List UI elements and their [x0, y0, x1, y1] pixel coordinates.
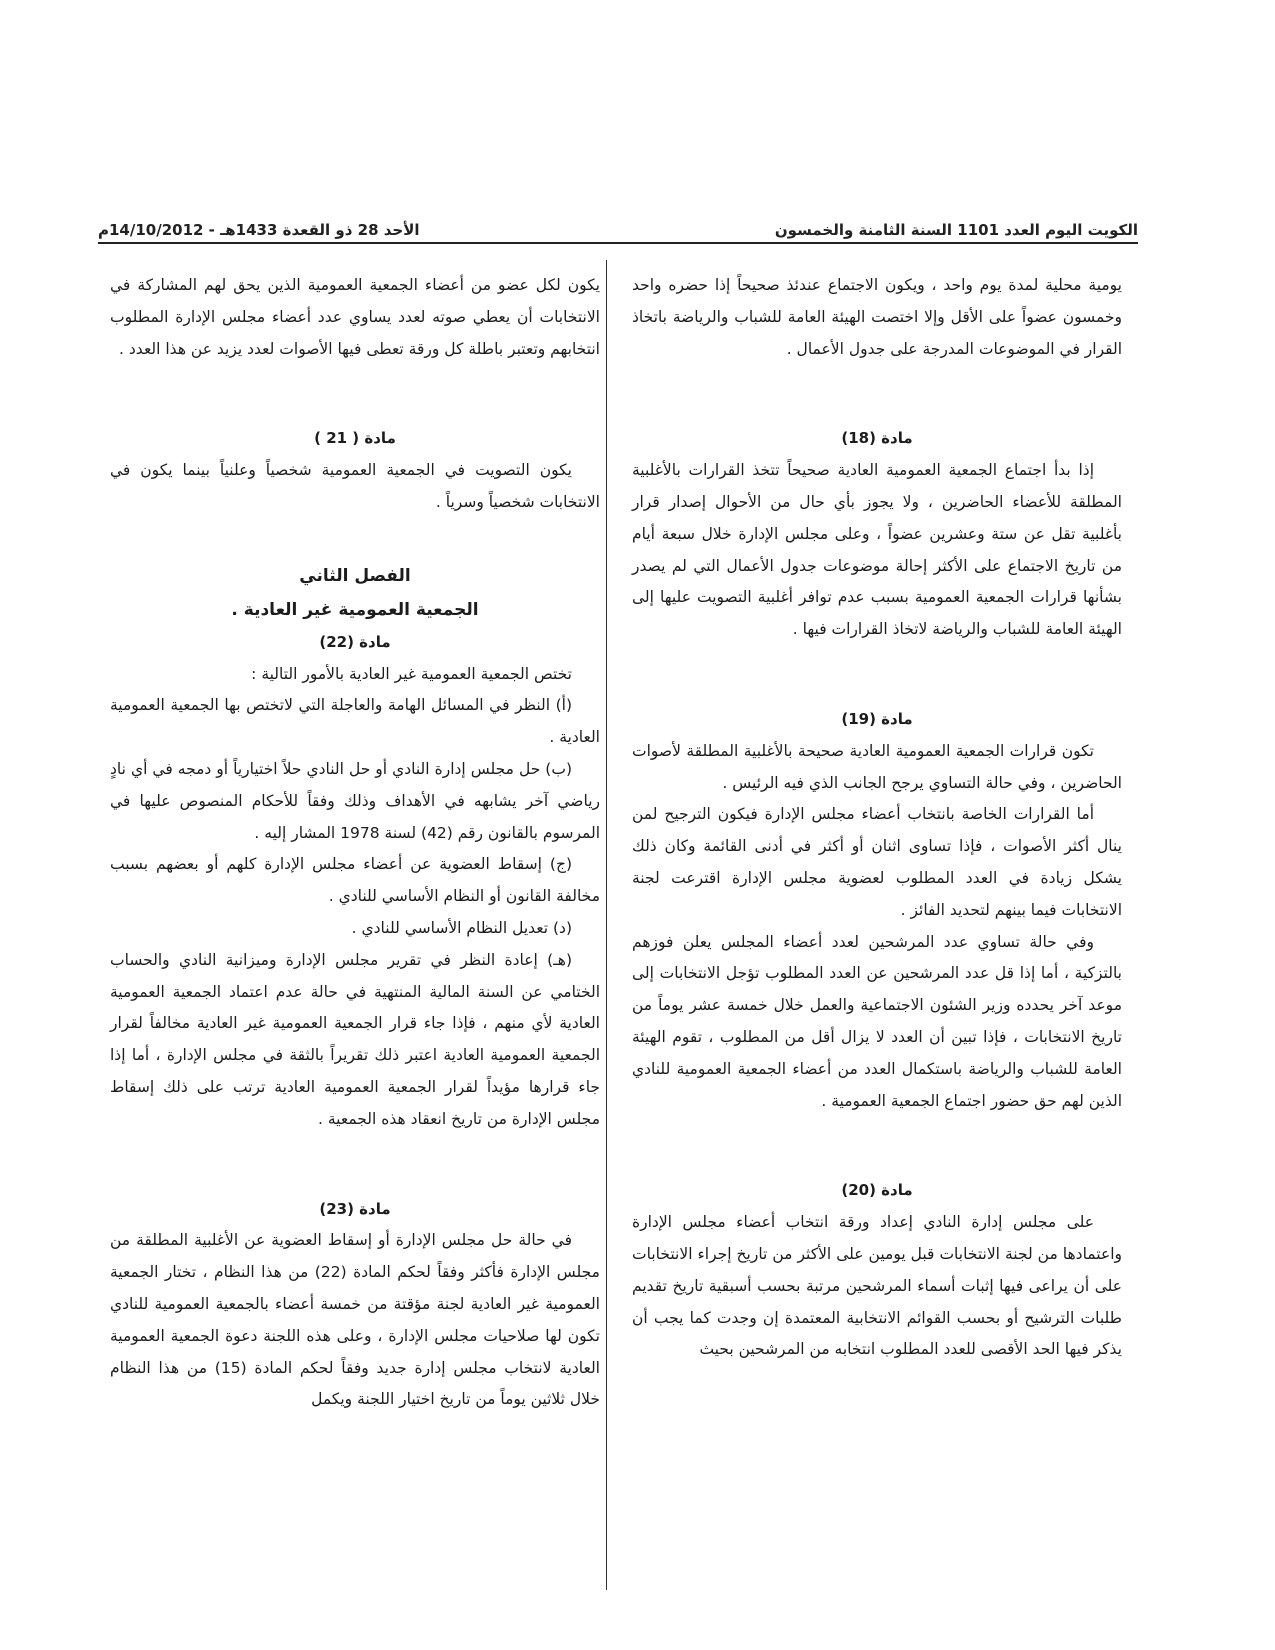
column-divider [606, 260, 607, 1590]
article-22-title: مادة (22) [319, 632, 391, 651]
article-19-title: مادة (19) [841, 709, 913, 728]
article-21-text: يكون التصويت في الجمعية العمومية شخصياً وعلنياً بينما يكون في الانتخابات شخصياً وسرياً . [110, 461, 600, 511]
header-date: الأحد 28 ذو القعدة 1433هـ - 14/10/2012م [98, 221, 420, 239]
article-22-item-b: (ب) حل مجلس إدارة النادي أو حل النادي حلاً اختيارياً أو دمجه في أي نادٍ رياضي آخر يشابهه في الأهداف وذلك وفقاً للأحكام المنصوص عليها في المرسوم بالقانون رقم (42) لسنة 1978 المشار إليه . [110, 759, 600, 842]
article-20-text: على مجلس إدارة النادي إعداد ورقة انتخاب أعضاء مجلس الإدارة واعتمادها من لجنة الانتخابات قبل يومين على الأكثر من تاريخ إجراء الانتخابات على أن يراعى فيها إثبات أسماء المرشحين مرتبة بحسب أسبقية تاريخ تقديم طلبات الترشيح أو بحسب القوائم الانتخابية المعتمدة إن وجدت كما يجب أن يذكر فيها الحد الأقصى للعدد المطلوب انتخابه من المرشحين بحيث [632, 1213, 1122, 1359]
article-19-paragraph-2: أما القرارات الخاصة بانتخاب أعضاء مجلس الإدارة فيكون الترجيح لمن ينال أكثر الأصوات ، فإذا تساوى اثنان أو أكثر في أدنى القائمة وكان ذلك يشكل زيادة في العدد المطلوب لعضوية مجلس الإدارة اقترعت لجنة الانتخابات فيما بينهم لتحديد الفائز . [632, 805, 1122, 919]
page-header [98, 205, 1138, 239]
left-column [110, 270, 600, 1416]
article-22-item-d: (د) تعديل النظام الأساسي للنادي . [351, 918, 572, 937]
article-22-item-a: (أ) النظر في المسائل الهامة والعاجلة التي لاتختص بها الجمعية العمومية العادية . [110, 696, 600, 747]
article-19-paragraph-3: وفي حالة تساوي عدد المرشحين لعدد أعضاء المجلس يعلن فوزهم بالتزكية ، أما إذا قل عدد المرشحين عن العدد المطلوب تؤجل الانتخابات إلى موعد آخر يحدده وزير الشئون الاجتماعية والعمل خلال خمسة عشر يوماً من تاريخ الانتخابات ، فإذا تبين أن العدد لا يزال أقل من المطلوب ، تقوم الهيئة العامة للشباب والرياضة باستكمال العدد من أعضاء الجمعية العمومية للنادي الذين لهم حق حضور اجتماع الجمعية العمومية . [632, 932, 1122, 1110]
article-21-title: مادة ( 21 ) [314, 429, 396, 448]
continued-paragraph: يكون لكل عضو من أعضاء الجمعية العمومية الذين يحق لهم المشاركة في الانتخابات أن يعطي صوته لعدد يساوي عدد أعضاء مجلس الإدارة المطلوب انتخابهم وتعتبر باطلة كل ورقة تعطى فيها الأصوات لعدد يزيد عن هذا العدد . [110, 276, 600, 358]
article-22-item-e: (هـ) إعادة النظر في تقرير مجلس الإدارة وميزانية النادي والحساب الختامي عن السنة المالية المنتهية في حالة عدم اعتماد الجمعية العمومية العادية لأي منهم ، فإذا جاء قرار الجمعية العمومية غير العادية مخالفاً لقرار الجمعية العمومية العادية اعتبر ذلك تقريراً بالثقة في مجلس الإدارة ، أما إذا جاء قرارها مؤيداً لقرار الجمعية العمومية العادية ترتب على ذلك إسقاط مجلس الإدارة من تاريخ انعقاد هذه الجمعية . [110, 950, 600, 1128]
article-18-text: إذا بدأ اجتماع الجمعية العمومية العادية صحيحاً تتخذ القرارات بالأغلبية المطلقة للأعضاء الحاضرين ، ولا يجوز بأي حال من الأحوال إصدار قرار بأغلبية تقل عن ستة وعشرين عضواً ، وعلى مجلس الإدارة خلال سبعة أيام من تاريخ الاجتماع على الأكثر إحالة موضوعات جدول الأعمال التي لم يصدر بشأنها قرارات الجمعية العمومية بسبب عدم توافر أغلبية التصويت عليها إلى الهيئة العامة للشباب والرياضة لاتخاذ القرارات فيها . [632, 461, 1122, 639]
right-column [632, 270, 1122, 1366]
article-23-title: مادة (23) [319, 1199, 391, 1218]
article-23-text: في حالة حل مجلس الإدارة أو إسقاط العضوية عن الأغلبية المطلقة من مجلس الإدارة فأكثر وفقاً لحكم المادة (22) من هذا النظام ، تختار الجمعية العمومية غير العادية لجنة مؤقتة من خمسة أعضاء بالجمعية العمومية للنادي تكون لها صلاحيات مجلس الإدارة ، وعلى هذه اللجنة دعوة الجمعية العمومية العادية لانتخاب مجلس إدارة جديد وفقاً لحكم المادة (15) من هذا النظام خلال ثلاثين يوماً من تاريخ اختيار اللجنة ويكمل [110, 1231, 600, 1409]
header-rule [98, 242, 1138, 244]
article-20-title: مادة (20) [841, 1181, 913, 1200]
chapter-subtitle: الجمعية العمومية غير العادية . [231, 599, 479, 620]
continued-paragraph: يومية محلية لمدة يوم واحد ، ويكون الاجتماع عندئذ صحيحاً إذا حضره واحد وخمسون عضواً على الأقل وإلا اختصت الهيئة العامة للشباب والرياضة باتخاذ القرار في الموضوعات المدرجة على جدول الأعمال . [632, 276, 1122, 358]
chapter-title: الفصل الثاني [299, 565, 411, 586]
header-gazette-title: الكويت اليوم العدد 1101 السنة الثامنة والخمسون [774, 221, 1138, 239]
article-22-item-c: (ج) إسقاط العضوية عن أعضاء مجلس الإدارة كلهم أو بعضهم بسبب مخالفة القانون أو النظام الأساسي للنادي . [110, 855, 600, 906]
article-19-paragraph-1: تكون قرارات الجمعية العمومية العادية صحيحة بالأغلبية المطلقة لأصوات الحاضرين ، وفي حالة التساوي يرجح الجانب الذي فيه الرئيس . [632, 741, 1122, 792]
article-18-title: مادة (18) [841, 429, 913, 448]
article-22-intro: تختص الجمعية العمومية غير العادية بالأمور التالية : [251, 664, 572, 683]
